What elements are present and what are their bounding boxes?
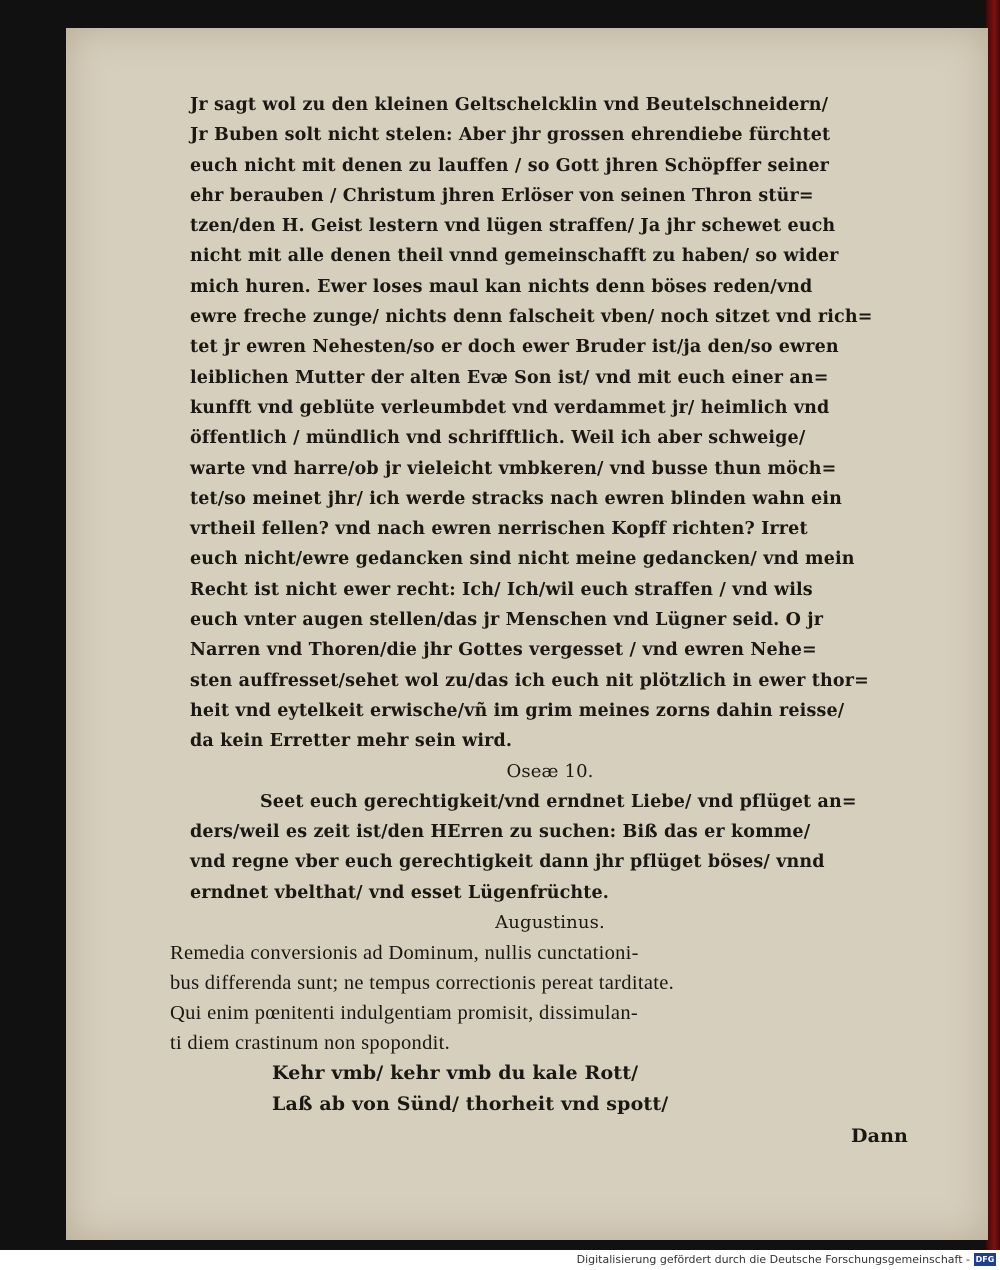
text-line: kunfft vnd geblüte verleumbdet vnd verdammet jr/ heimlich vnd bbox=[190, 397, 830, 418]
text-line: Narren vnd Thoren/die jhr Gottes vergesset / vnd ewren Nehe= bbox=[190, 640, 817, 661]
text-line: Jr Buben solt nicht stelen: Aber jhr grossen ehrendiebe fürchtet bbox=[190, 125, 831, 146]
text-line: tzen/den H. Geist lestern vnd lügen straffen/ Ja jhr schewet euch bbox=[190, 216, 836, 237]
verse-line: ders/weil es zeit ist/den HErren zu suchen: Biß das er komme/ bbox=[190, 822, 811, 843]
latin-line: Remedia conversionis ad Dominum, nullis cunctationi- bbox=[170, 942, 639, 965]
text-line: leiblichen Mutter der alten Evæ Son ist/ vnd mit euch einer an= bbox=[190, 367, 829, 388]
text-line: ehr berauben / Christum jhren Erlöser von seinen Thron stür= bbox=[190, 185, 814, 206]
text-line: warte vnd harre/ob jr vieleicht vmbkeren/ vnd busse thun möch= bbox=[190, 458, 837, 479]
verse-line: erndnet vbelthat/ vnd esset Lügenfrüchte. bbox=[190, 882, 610, 903]
poem-line: Kehr vmb/ kehr vmb du kale Rott/ bbox=[272, 1062, 639, 1085]
scripture-reference-heading: Oseæ 10. bbox=[506, 760, 594, 782]
latin-line: Qui enim pœnitenti indulgentiam promisit, dissimulan- bbox=[170, 1002, 639, 1025]
catchword: Dann bbox=[850, 1124, 908, 1147]
book-cover-edge bbox=[986, 0, 1000, 1250]
text-line: vrtheil fellen? vnd nach ewren nerrischen Kopff richten? Irret bbox=[190, 519, 808, 540]
verse-line: Seet euch gerechtigkeit/vnd erndnet Liebe/ vnd pflüget an= bbox=[260, 791, 857, 812]
text-line: Jr sagt wol zu den kleinen Geltschelcklin vnd Beutelschneidern/ bbox=[190, 95, 829, 115]
verse-line: vnd regne vber euch gerechtigkeit dann jhr pflüget böses/ vnnd bbox=[190, 852, 825, 873]
text-line: mich huren. Ewer loses maul kan nichts denn böses reden/vnd bbox=[190, 276, 813, 297]
text-line: euch nicht/ewre gedancken sind nicht meine gedancken/ vnd mein bbox=[190, 549, 855, 570]
latin-line: bus differenda sunt; ne tempus correctionis pereat tarditate. bbox=[170, 972, 675, 995]
text-line: da kein Erretter mehr sein wird. bbox=[190, 731, 513, 752]
text-line: heit vnd eytelkeit erwische/vñ im grim meines zorns dahin reisse/ bbox=[190, 700, 845, 721]
latin-line: ti diem crastinum non spopondit. bbox=[170, 1032, 451, 1055]
text-line: Recht ist nicht ewer recht: Ich/ Ich/wil euch straffen / vnd wils bbox=[190, 579, 813, 600]
dfg-logo: DFG bbox=[975, 1255, 995, 1264]
text-line: euch vnter augen stellen/das jr Menschen vnd Lügner seid. O jr bbox=[190, 610, 824, 631]
text-line: tet/so meinet jhr/ ich werde stracks nach ewren blinden wahn ein bbox=[190, 488, 843, 509]
funding-credit: Digitalisierung gefördert durch die Deutsche Forschungsgemeinschaft - bbox=[576, 1253, 970, 1266]
text-line: ewre freche zunge/ nichts denn falscheit vben/ noch sitzet vnd rich= bbox=[190, 307, 873, 328]
footer-bar bbox=[0, 1250, 1000, 1270]
text-line: tet jr ewren Nehesten/so er doch ewer Bruder ist/ja den/so ewren bbox=[190, 337, 839, 358]
text-line: öffentlich / mündlich vnd schrifftlich. Weil ich aber schweige/ bbox=[190, 428, 806, 449]
text-line: nicht mit alle denen theil vnnd gemeinschafft zu haben/ so wider bbox=[190, 246, 839, 267]
author-heading: Augustinus. bbox=[495, 912, 605, 934]
text-line: euch nicht mit denen zu lauffen / so Gott jhren Schöpffer seiner bbox=[190, 155, 830, 176]
page-text bbox=[170, 90, 910, 1151]
text-line: sten auffresset/sehet wol zu/das ich euch nit plötzlich in ewer thor= bbox=[190, 670, 869, 691]
poem-line: Laß ab von Sünd/ thorheit vnd spott/ bbox=[272, 1092, 669, 1115]
